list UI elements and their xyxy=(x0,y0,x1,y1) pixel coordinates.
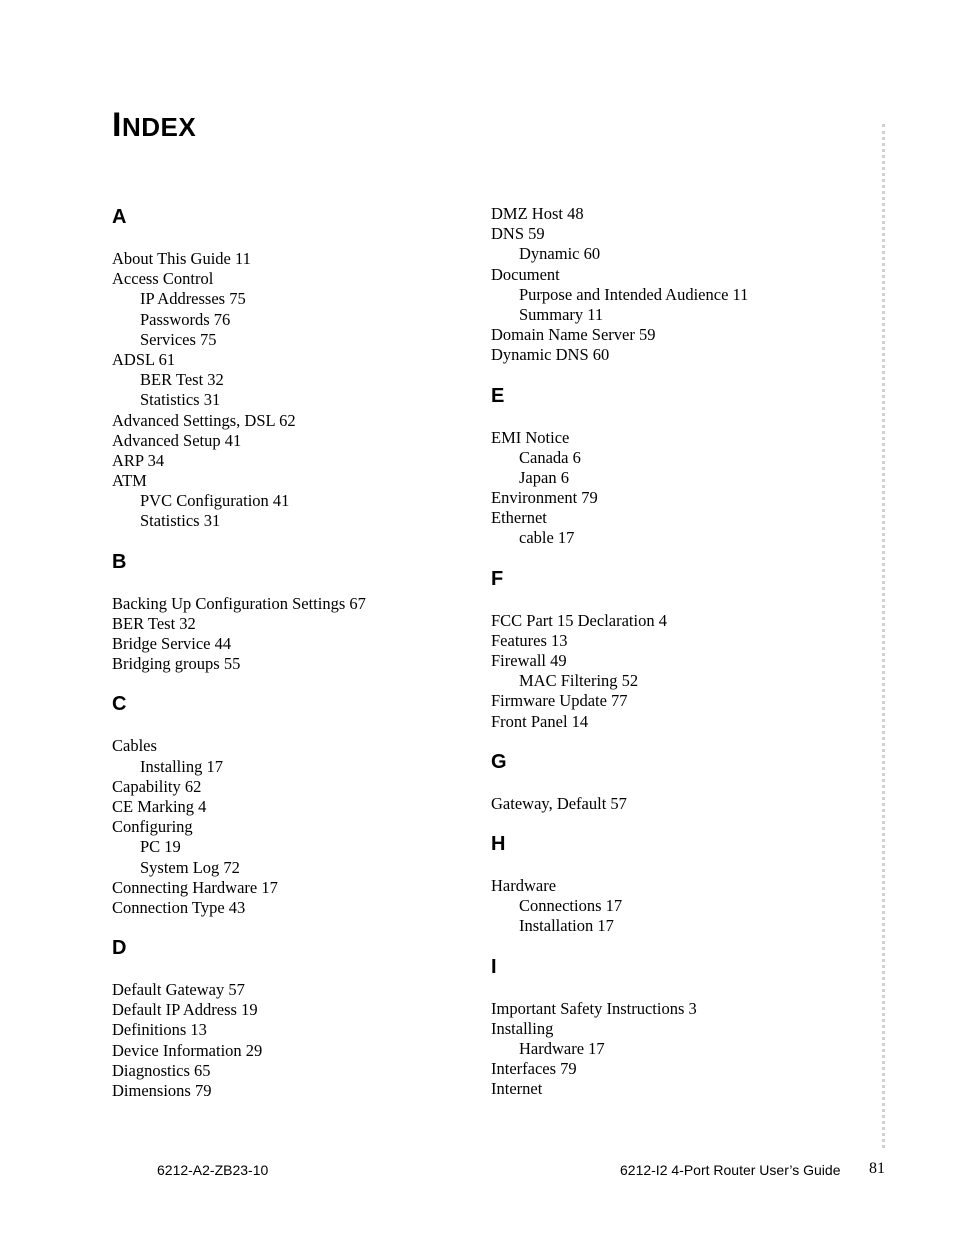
index-entry: Dimensions 79 xyxy=(112,1081,212,1100)
index-entry: EMI Notice xyxy=(491,427,570,447)
index-subentry: Statistics 31 xyxy=(140,390,221,410)
section-letter: D xyxy=(112,937,127,960)
index-subentry: IP Addresses 75 xyxy=(140,289,246,309)
index-entry: Bridge Service 44 xyxy=(112,634,232,653)
index-entry: Gateway, Default 57 xyxy=(491,793,627,813)
index-entry: Important Safety Instructions 3 xyxy=(491,998,697,1018)
index-entry: FCC Part 15 Declaration 4 xyxy=(491,610,667,630)
footer-doc-number: 6212-A2-ZB23-10 xyxy=(157,1162,269,1178)
index-entry: Default IP Address 19 xyxy=(112,1000,258,1020)
index-subentry: Canada 6 xyxy=(519,447,581,467)
index-section xyxy=(491,749,851,814)
index-entry: DNS 59 xyxy=(491,224,545,244)
index-entry: Diagnostics 65 xyxy=(112,1060,211,1080)
index-entry: Connecting Hardware 17 xyxy=(112,877,278,897)
index-subentry: Summary 11 xyxy=(519,304,604,324)
index-entry: Default Gateway 57 xyxy=(112,980,245,1000)
index-entry: Capability 62 xyxy=(112,776,202,796)
index-entry: Internet xyxy=(491,1079,543,1099)
section-letter: F xyxy=(491,567,504,590)
index-subentry: BER Test 32 xyxy=(140,370,224,390)
index-entry: Connection Type 43 xyxy=(112,897,246,917)
index-subentry: Dynamic 60 xyxy=(519,244,601,264)
index-entry: Features 13 xyxy=(491,630,568,650)
section-letter: H xyxy=(491,832,506,855)
index-entry: Environment 79 xyxy=(491,488,598,508)
index-column-left xyxy=(112,204,472,1118)
index-entry: Device Information 29 xyxy=(112,1040,263,1060)
index-entry: Advanced Setup 41 xyxy=(112,430,242,450)
index-entry: BER Test 32 xyxy=(112,613,196,633)
index-section xyxy=(112,549,472,675)
index-entry: About This Guide 11 xyxy=(112,249,251,268)
section-letter: I xyxy=(491,955,497,978)
index-section xyxy=(491,566,851,732)
index-entry: DMZ Host 48 xyxy=(491,204,584,223)
index-entry: Advanced Settings, DSL 62 xyxy=(112,410,296,430)
section-letter: E xyxy=(491,384,505,407)
index-entry: Firmware Update 77 xyxy=(491,691,628,711)
index-subentry: System Log 72 xyxy=(140,857,240,877)
index-entry: Definitions 13 xyxy=(112,1020,207,1040)
index-entry: Domain Name Server 59 xyxy=(491,325,656,345)
index-subentry: Japan 6 xyxy=(519,467,569,487)
index-subentry: Hardware 17 xyxy=(519,1038,605,1058)
index-subentry: Installing 17 xyxy=(140,756,223,776)
index-entry: Access Control xyxy=(112,269,214,289)
index-column-right xyxy=(491,204,851,1116)
section-letter: G xyxy=(491,750,507,773)
index-entry: Interfaces 79 xyxy=(491,1059,577,1079)
section-letter: B xyxy=(112,550,127,573)
index-section xyxy=(491,204,851,366)
index-subentry: PVC Configuration 41 xyxy=(140,491,290,511)
index-entry: Ethernet xyxy=(491,508,547,528)
index-subentry: PC 19 xyxy=(140,837,181,857)
index-subentry: Installation 17 xyxy=(519,916,614,936)
index-subentry: Passwords 76 xyxy=(140,309,231,329)
index-entry: CE Marking 4 xyxy=(112,796,207,816)
index-section xyxy=(112,691,472,918)
title-initial: I xyxy=(112,106,122,144)
index-entry: Firewall 49 xyxy=(491,651,567,670)
index-entry: Configuring xyxy=(112,817,193,837)
index-subentry: Services 75 xyxy=(140,329,217,349)
index-subentry: Statistics 31 xyxy=(140,511,221,531)
index-entry: Bridging groups 55 xyxy=(112,654,241,674)
margin-dotted-rule xyxy=(882,124,885,1148)
page-title xyxy=(112,104,196,148)
index-subentry: Connections 17 xyxy=(519,896,623,916)
index-subentry: Purpose and Intended Audience 11 xyxy=(519,284,749,304)
index-section xyxy=(112,204,472,532)
index-section xyxy=(491,383,851,549)
index-subentry: cable 17 xyxy=(519,528,575,548)
section-letter: A xyxy=(112,206,127,228)
index-entry: Front Panel 14 xyxy=(491,711,589,731)
section-letter: C xyxy=(112,693,127,716)
index-section xyxy=(491,831,851,937)
index-entry: ADSL 61 xyxy=(112,349,176,369)
index-entry: Document xyxy=(491,264,560,284)
index-entry: Dynamic DNS 60 xyxy=(491,345,610,365)
index-entry: Hardware xyxy=(491,875,557,895)
index-entry: Installing xyxy=(491,1018,554,1038)
index-subentry: MAC Filtering 52 xyxy=(519,671,639,691)
footer-guide-title: 6212-I2 4-Port Router User’s Guide xyxy=(620,1162,841,1178)
index-section xyxy=(112,935,472,1101)
index-entry: Backing Up Configuration Settings 67 xyxy=(112,593,366,613)
index-section xyxy=(491,954,851,1100)
index-entry: ATM xyxy=(112,471,147,491)
page-number: 81 xyxy=(869,1160,885,1177)
index-entry: Cables xyxy=(112,736,157,756)
index-entry: ARP 34 xyxy=(112,450,165,470)
title-rest: NDEX xyxy=(121,112,197,142)
